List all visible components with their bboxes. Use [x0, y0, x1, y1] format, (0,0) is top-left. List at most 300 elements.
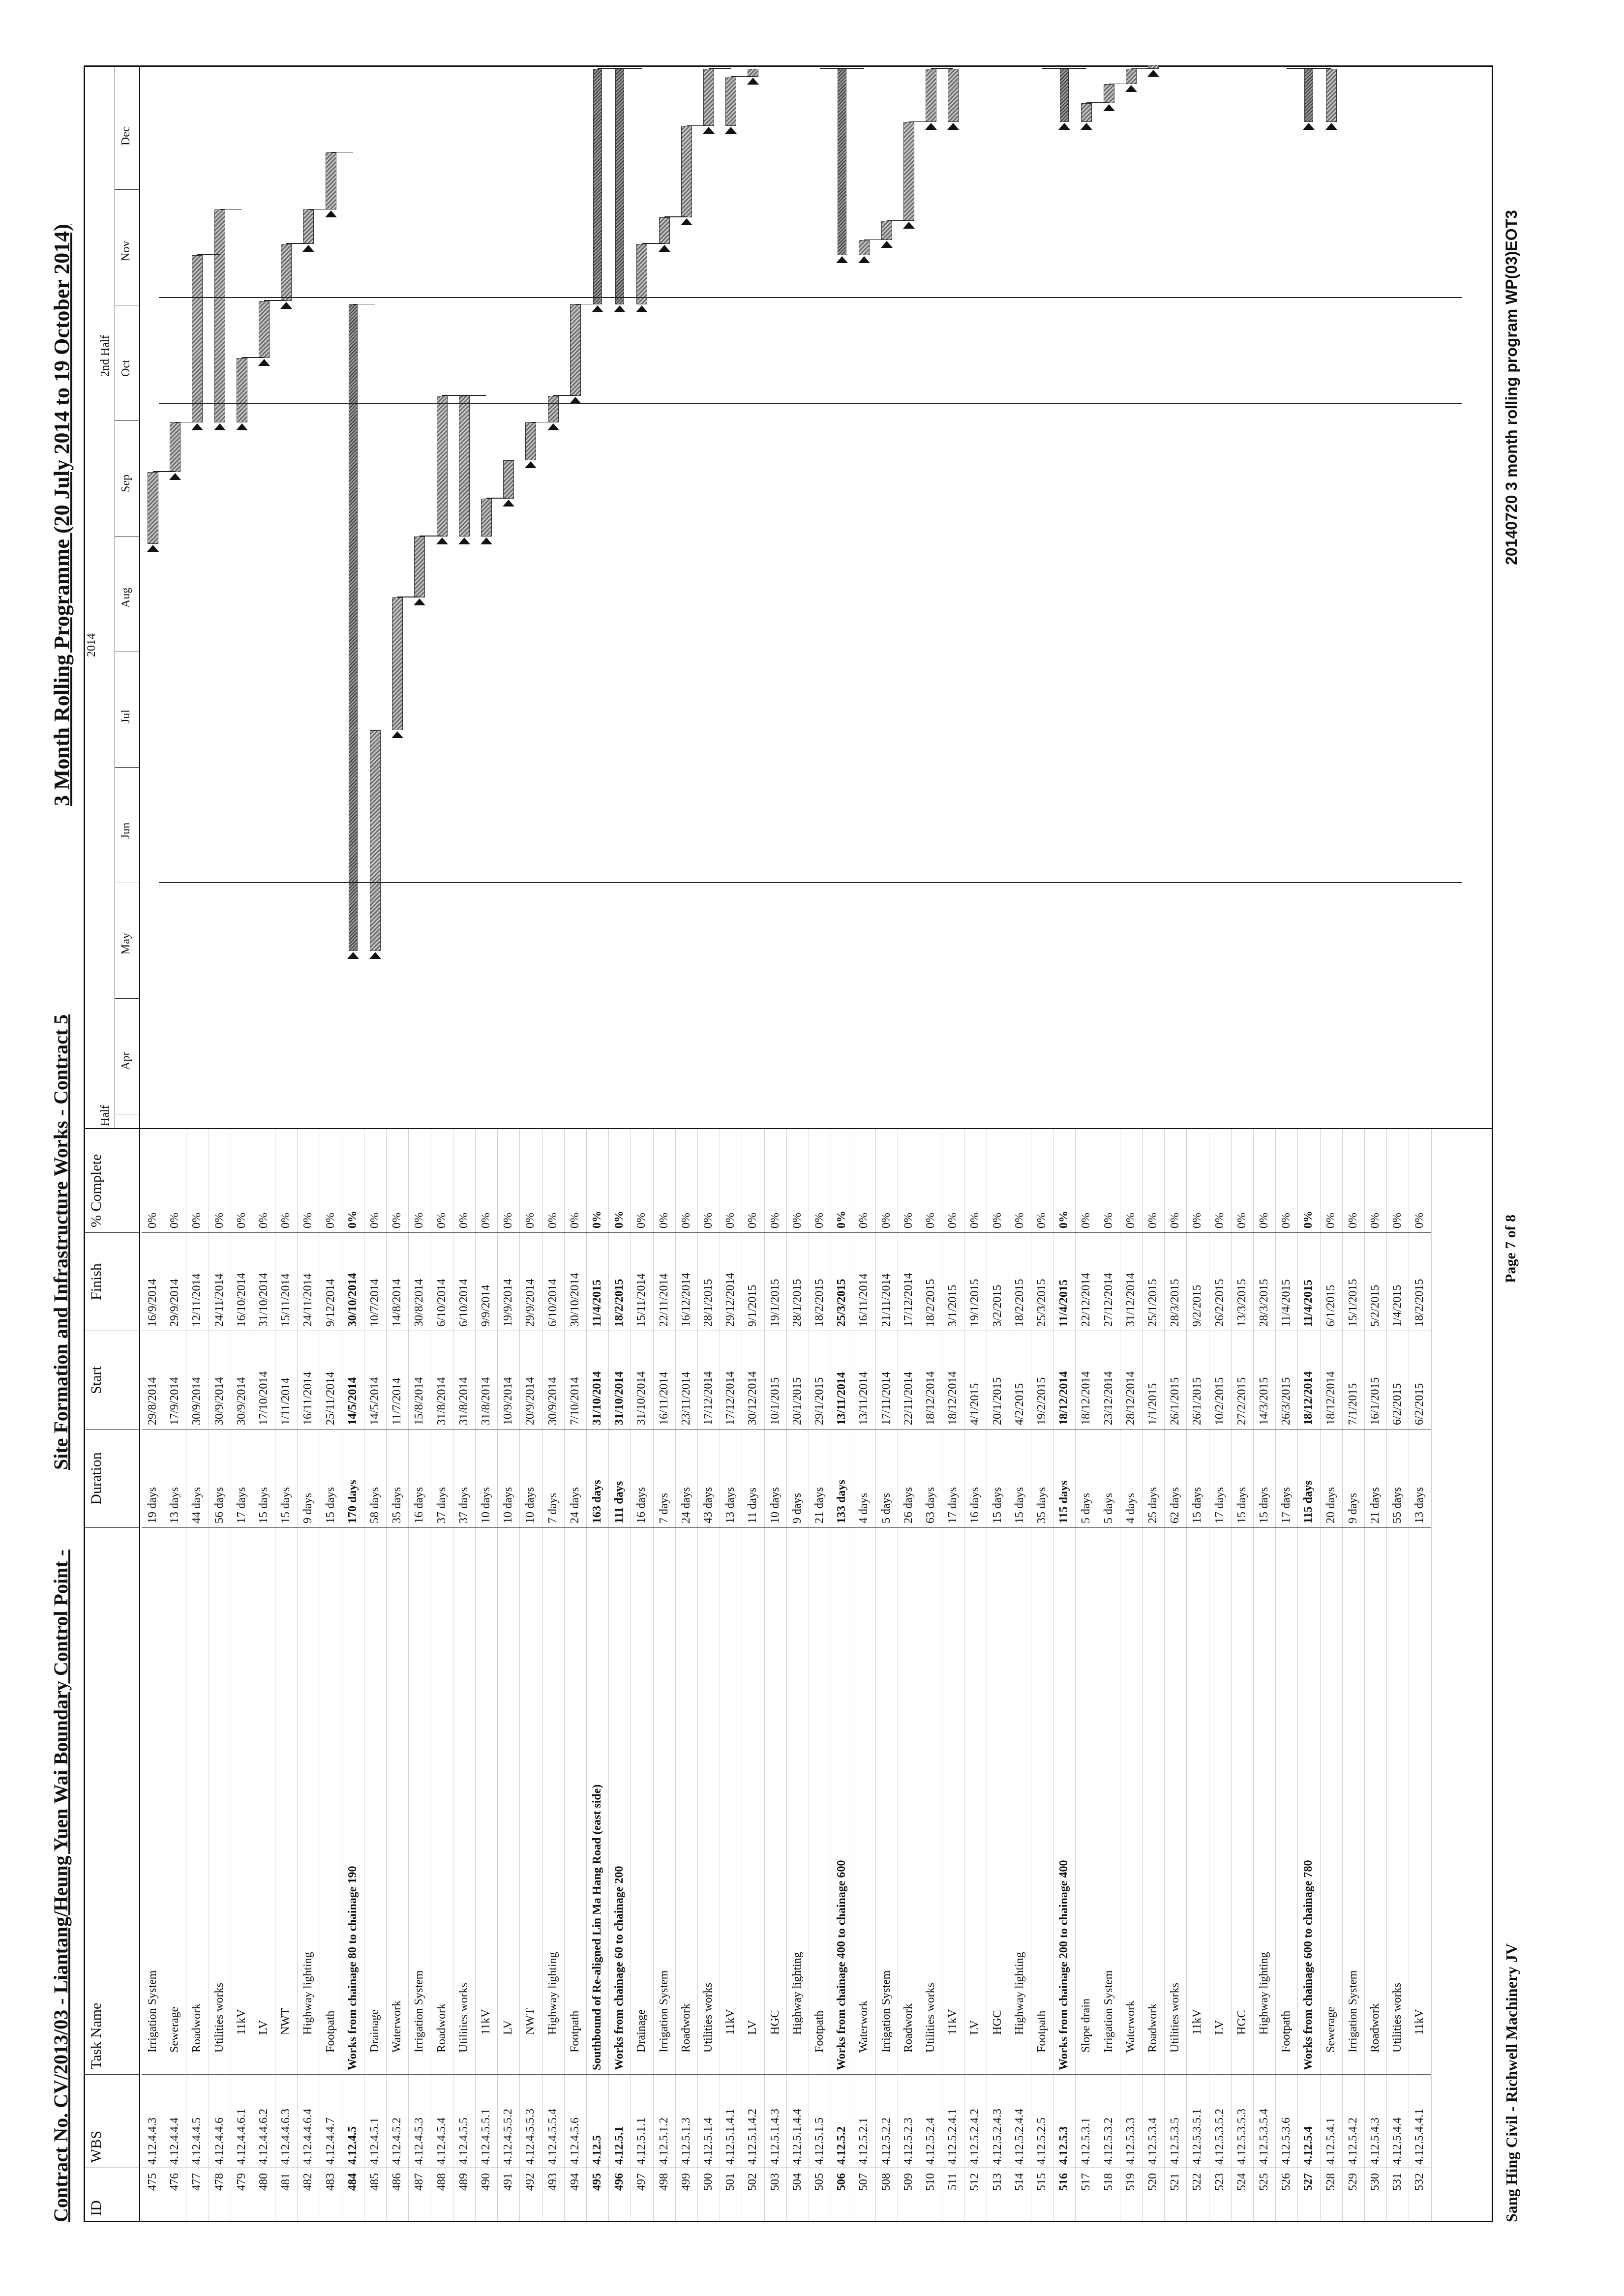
timescale-tick — [115, 767, 139, 768]
dependency-link — [486, 498, 509, 499]
task-name: Highway lighting — [1009, 1527, 1031, 2074]
task-id: 497 — [631, 2168, 653, 2221]
task-percent-complete: 0% — [1302, 1211, 1315, 1228]
task-name: Roadwork — [898, 1527, 920, 2074]
timescale-month: Dec — [120, 126, 132, 146]
task-wbs: 4.12.5.1 — [608, 2074, 631, 2168]
task-id: 488 — [431, 2168, 453, 2221]
task-bar — [659, 217, 670, 244]
task-wbs: 4.12.5.1.5 — [809, 2074, 831, 2168]
table-row — [1142, 1129, 1165, 2221]
task-name: Highway lighting — [1253, 1527, 1275, 2074]
table-row — [431, 1129, 453, 2221]
task-start: 4/2/2015 — [1009, 1331, 1031, 1429]
task-start: 11/7/2014 — [386, 1331, 408, 1429]
task-start: 30/9/2014 — [231, 1331, 253, 1429]
task-wbs: 4.12.5.3 — [1053, 2074, 1075, 2168]
task-name: Roadwork — [675, 1527, 697, 2074]
task-percent-complete: 0% — [1235, 1213, 1248, 1228]
task-percent-complete: 0% — [1391, 1213, 1404, 1228]
task-wbs: 4.12.5.2.3 — [898, 2074, 920, 2168]
task-finish: 30/10/2014 — [564, 1232, 586, 1331]
footer-file-reference: 20140720 3 month rolling program WP(03)EOT3 — [1503, 210, 1520, 565]
task-finish: 25/1/2015 — [1142, 1232, 1164, 1331]
dependency-link — [1086, 102, 1109, 103]
dependency-link — [175, 422, 197, 423]
task-wbs: 4.12.5.4.4 — [1386, 2074, 1409, 2168]
task-duration: 24 days — [564, 1429, 586, 1527]
task-duration: 58 days — [364, 1429, 386, 1527]
task-duration: 19 days — [142, 1429, 164, 1527]
table-row — [320, 1129, 342, 2221]
table-row — [987, 1129, 1009, 2221]
task-duration: 56 days — [209, 1429, 231, 1527]
task-finish: 22/12/2014 — [1075, 1232, 1097, 1331]
task-bar — [237, 358, 247, 422]
task-finish: 29/12/2014 — [720, 1232, 742, 1331]
table-row — [786, 1129, 809, 2221]
task-finish: 25/3/2015 — [831, 1232, 853, 1331]
dependency-link — [575, 304, 598, 305]
timescale-year: 2014 — [85, 633, 98, 657]
task-name: Irrigation System — [653, 1527, 675, 2074]
task-duration: 15 days — [1253, 1429, 1275, 1527]
start-marker-icon — [481, 537, 492, 544]
task-duration: 17 days — [1275, 1429, 1297, 1527]
task-id: 509 — [898, 2168, 920, 2221]
timescale-half-left: Half — [99, 1105, 112, 1126]
table-row — [809, 1129, 831, 2221]
task-finish: 22/11/2014 — [653, 1232, 675, 1331]
task-percent-complete: 0% — [790, 1213, 804, 1228]
start-marker-icon — [1103, 104, 1115, 111]
task-wbs: 4.12.5.2.1 — [853, 2074, 875, 2168]
task-wbs: 4.12.5.2.4.2 — [964, 2074, 986, 2168]
task-id: 482 — [297, 2168, 319, 2221]
task-percent-complete: 0% — [346, 1211, 359, 1228]
task-duration: 10 days — [497, 1429, 519, 1527]
task-id: 511 — [942, 2168, 964, 2221]
task-bar — [1081, 103, 1092, 122]
task-duration: 170 days — [342, 1429, 364, 1527]
start-marker-icon — [302, 245, 314, 252]
task-id: 479 — [231, 2168, 253, 2221]
task-name: Utilities works — [453, 1527, 475, 2074]
task-name: Sewerage — [1320, 1527, 1342, 2074]
dependency-link — [1109, 84, 1131, 85]
task-start: 1/1/2015 — [1142, 1331, 1164, 1429]
task-duration: 15 days — [1186, 1429, 1208, 1527]
task-percent-complete: 0% — [724, 1213, 737, 1228]
table-row — [1120, 1129, 1143, 2221]
start-marker-icon — [1303, 123, 1315, 130]
task-start: 27/2/2015 — [1231, 1331, 1253, 1429]
dependency-link — [308, 209, 331, 210]
task-wbs: 4.12.5.3.2 — [1098, 2074, 1120, 2168]
task-percent-complete: 0% — [1102, 1213, 1115, 1228]
task-id: 505 — [809, 2168, 831, 2221]
task-duration: 15 days — [320, 1429, 342, 1527]
task-finish: 5/2/2015 — [1364, 1232, 1386, 1331]
start-marker-icon — [547, 423, 559, 430]
programme-frame — [84, 65, 1493, 2222]
task-finish: 9/1/2015 — [742, 1232, 764, 1331]
task-duration: 15 days — [1231, 1429, 1253, 1527]
table-row — [408, 1129, 431, 2221]
table-row — [475, 1129, 498, 2221]
task-id: 483 — [320, 2168, 342, 2221]
task-id: 520 — [1142, 2168, 1164, 2221]
task-duration: 10 days — [475, 1429, 497, 1527]
task-percent-complete: 0% — [457, 1213, 470, 1228]
task-start: 23/12/2014 — [1098, 1331, 1120, 1429]
task-name: Slope drain — [1075, 1527, 1097, 2074]
task-finish: 18/2/2015 — [608, 1232, 631, 1331]
summary-bar — [349, 304, 358, 951]
task-wbs: 4.12.4.5.5.4 — [542, 2074, 564, 2168]
task-name: Irrigation System — [142, 1527, 164, 2074]
task-start: 17/11/2014 — [875, 1331, 898, 1429]
dependency-link — [464, 395, 486, 396]
table-row — [542, 1129, 565, 2221]
timescale-half-right: 2nd Half — [99, 335, 112, 377]
table-row — [253, 1129, 275, 2221]
start-marker-icon — [903, 222, 915, 229]
task-name: Irrigation System — [875, 1527, 898, 2074]
task-finish: 15/11/2014 — [631, 1232, 653, 1331]
task-id: 498 — [653, 2168, 675, 2221]
task-wbs: 4.12.4.4.5 — [186, 2074, 208, 2168]
task-bar — [303, 209, 314, 244]
task-bar — [459, 396, 470, 537]
task-id: 531 — [1386, 2168, 1409, 2221]
task-wbs: 4.12.4.4.6.4 — [297, 2074, 319, 2168]
footer-contractor: Sang Hing Civil - Richwell Machinery JV — [1503, 1943, 1520, 2222]
task-id: 501 — [720, 2168, 742, 2221]
timescale-tick — [115, 189, 139, 190]
task-percent-complete: 0% — [968, 1213, 982, 1228]
task-id: 502 — [742, 2168, 764, 2221]
task-wbs: 4.12.4.5.1 — [364, 2074, 386, 2168]
task-id: 491 — [497, 2168, 519, 2221]
task-duration: 20 days — [1320, 1429, 1342, 1527]
task-percent-complete: 0% — [1057, 1211, 1071, 1228]
task-start: 16/11/2014 — [297, 1331, 319, 1429]
start-marker-icon — [725, 127, 737, 134]
task-bar — [326, 152, 336, 209]
task-finish: 30/8/2014 — [408, 1232, 430, 1331]
task-id: 493 — [542, 2168, 564, 2221]
task-percent-complete: 0% — [502, 1213, 515, 1228]
start-marker-icon — [236, 423, 248, 430]
start-marker-icon — [947, 123, 959, 130]
task-id: 516 — [1053, 2168, 1075, 2221]
task-percent-complete: 0% — [168, 1213, 181, 1228]
task-id: 487 — [408, 2168, 430, 2221]
table-row — [386, 1129, 409, 2221]
task-duration: 35 days — [386, 1429, 408, 1527]
start-marker-icon — [636, 305, 648, 312]
task-finish: 28/1/2015 — [786, 1232, 809, 1331]
task-start: 15/8/2014 — [408, 1331, 430, 1429]
task-finish: 11/4/2015 — [1297, 1232, 1320, 1331]
task-percent-complete: 0% — [657, 1213, 670, 1228]
task-id: 499 — [675, 2168, 697, 2221]
task-duration: 55 days — [1386, 1429, 1409, 1527]
start-marker-icon — [1325, 123, 1337, 130]
task-wbs: 4.12.4.4.6.2 — [253, 2074, 275, 2168]
task-wbs: 4.12.4.5.6 — [564, 2074, 586, 2168]
task-bar — [281, 244, 292, 301]
task-name: Waterwork — [1120, 1527, 1142, 2074]
task-name: Sewerage — [164, 1527, 186, 2074]
dependency-link — [731, 76, 753, 77]
task-finish: 11/4/2015 — [1053, 1232, 1075, 1331]
task-finish: 11/4/2015 — [1275, 1232, 1297, 1331]
task-finish: 6/10/2014 — [431, 1232, 453, 1331]
task-finish: 18/2/2015 — [920, 1232, 942, 1331]
table-row — [497, 1129, 520, 2221]
task-id: 475 — [142, 2168, 164, 2221]
task-duration: 35 days — [1031, 1429, 1053, 1527]
table-row — [697, 1129, 720, 2221]
table-row — [1209, 1129, 1232, 2221]
task-start: 18/12/2014 — [1320, 1331, 1342, 1429]
task-id: 514 — [1009, 2168, 1031, 2221]
task-finish: 3/2/2015 — [987, 1232, 1009, 1331]
dependency-link — [442, 395, 464, 396]
task-id: 521 — [1164, 2168, 1186, 2221]
task-bar — [259, 301, 270, 358]
task-start: 26/1/2015 — [1186, 1331, 1208, 1429]
task-finish: 29/9/2014 — [519, 1232, 541, 1331]
timescale-month: Aug — [120, 587, 132, 608]
task-name: Works from chainage 80 to chainage 190 — [342, 1527, 364, 2074]
task-duration: 7 days — [653, 1429, 675, 1527]
task-wbs: 4.12.5.1.4.2 — [742, 2074, 764, 2168]
start-marker-icon — [458, 537, 470, 544]
task-start: 30/9/2014 — [209, 1331, 231, 1429]
task-id: 476 — [164, 2168, 186, 2221]
task-wbs: 4.12.4.4.6 — [209, 2074, 231, 2168]
task-finish: 9/12/2014 — [320, 1232, 342, 1331]
task-start: 6/2/2015 — [1409, 1331, 1431, 1429]
task-name: 11kV — [720, 1527, 742, 2074]
timescale-month: Jul — [120, 709, 132, 723]
task-finish: 14/8/2014 — [386, 1232, 408, 1331]
start-marker-icon — [191, 423, 203, 430]
progress-guide-line — [159, 883, 1462, 884]
task-start: 31/8/2014 — [475, 1331, 497, 1429]
task-percent-complete: 0% — [679, 1213, 692, 1228]
start-marker-icon — [659, 245, 670, 252]
task-name: Highway lighting — [786, 1527, 809, 2074]
task-bar — [1326, 69, 1337, 122]
task-duration: 24 days — [675, 1429, 697, 1527]
task-percent-complete: 0% — [902, 1213, 915, 1228]
table-row — [231, 1129, 253, 2221]
gantt-chart — [85, 67, 1492, 1129]
table-row — [831, 1129, 853, 2221]
task-percent-complete: 0% — [1258, 1213, 1270, 1228]
task-finish: 15/1/2015 — [1342, 1232, 1364, 1331]
dependency-link — [909, 121, 931, 122]
task-name: NWT — [275, 1527, 297, 2074]
task-percent-complete: 0% — [1013, 1213, 1026, 1228]
task-finish: 25/3/2015 — [1031, 1232, 1053, 1331]
dependency-link — [420, 536, 442, 537]
task-percent-complete: 0% — [435, 1213, 448, 1228]
task-wbs: 4.12.5.4.3 — [1364, 2074, 1386, 2168]
task-start: 30/9/2014 — [186, 1331, 208, 1429]
task-wbs: 4.12.5.1.4 — [697, 2074, 720, 2168]
summary-bar — [1304, 69, 1313, 122]
task-bar — [548, 396, 559, 422]
task-percent-complete: 0% — [257, 1213, 270, 1228]
task-name: HGC — [764, 1527, 786, 2074]
start-marker-icon — [858, 256, 870, 263]
task-id: 480 — [253, 2168, 275, 2221]
task-percent-complete: 0% — [991, 1213, 1004, 1228]
start-marker-icon — [258, 359, 270, 366]
task-id: 494 — [564, 2168, 586, 2221]
task-bar — [570, 304, 581, 396]
task-start: 30/12/2014 — [742, 1331, 764, 1429]
task-finish: 29/9/2014 — [164, 1232, 186, 1331]
task-finish: 31/10/2014 — [253, 1232, 275, 1331]
timescale-tick — [115, 536, 139, 537]
task-start: 20/1/2015 — [987, 1331, 1009, 1429]
task-id: 506 — [831, 2168, 853, 2221]
table-row — [1297, 1129, 1320, 2221]
task-percent-complete: 0% — [924, 1213, 937, 1228]
table-row — [1231, 1129, 1254, 2221]
dependency-link — [642, 243, 664, 244]
timescale-rule — [139, 67, 140, 1129]
task-start: 18/12/2014 — [942, 1331, 964, 1429]
task-start: 26/3/2015 — [1275, 1331, 1297, 1429]
timescale-month: Oct — [120, 359, 132, 377]
task-id: 530 — [1364, 2168, 1386, 2221]
task-duration: 37 days — [453, 1429, 475, 1527]
task-name: Footpath — [564, 1527, 586, 2074]
task-name: Waterwork — [853, 1527, 875, 2074]
task-wbs: 4.12.5.2.5 — [1031, 2074, 1053, 2168]
task-duration: 16 days — [408, 1429, 430, 1527]
task-bar — [214, 209, 225, 422]
task-start: 18/12/2014 — [920, 1331, 942, 1429]
dependency-link — [664, 216, 687, 217]
task-duration: 5 days — [875, 1429, 898, 1527]
task-finish: 19/1/2015 — [764, 1232, 786, 1331]
table-row — [164, 1129, 186, 2221]
task-finish: 19/1/2015 — [964, 1232, 986, 1331]
table-row — [1275, 1129, 1298, 2221]
task-bar — [681, 126, 692, 217]
start-marker-icon — [925, 123, 937, 130]
dependency-link — [242, 357, 264, 358]
task-start: 18/12/2014 — [1075, 1331, 1097, 1429]
task-duration: 115 days — [1053, 1429, 1075, 1527]
task-start: 17/9/2014 — [164, 1331, 186, 1429]
task-finish: 15/11/2014 — [275, 1232, 297, 1331]
start-marker-icon — [280, 302, 292, 309]
start-marker-icon — [347, 952, 359, 959]
task-duration: 17 days — [942, 1429, 964, 1527]
start-marker-icon — [592, 305, 603, 312]
task-wbs: 4.12.5.2.4 — [920, 2074, 942, 2168]
task-table — [85, 1128, 1492, 2221]
task-finish: 28/1/2015 — [697, 1232, 720, 1331]
task-start: 13/11/2014 — [853, 1331, 875, 1429]
task-id: 492 — [519, 2168, 541, 2221]
task-wbs: 4.12.4.5.4 — [431, 2074, 453, 2168]
table-row — [142, 1129, 164, 2221]
table-row — [1342, 1129, 1365, 2221]
dependency-link — [286, 243, 308, 244]
task-id: 481 — [275, 2168, 297, 2221]
task-name: Utilities works — [1164, 1527, 1186, 2074]
task-id: 485 — [364, 2168, 386, 2221]
task-percent-complete: 0% — [1191, 1213, 1204, 1228]
task-percent-complete: 0% — [635, 1213, 648, 1228]
table-row — [519, 1129, 542, 2221]
task-wbs: 4.12.5.2.4.1 — [942, 2074, 964, 2168]
table-row — [764, 1129, 787, 2221]
task-id: 496 — [608, 2168, 631, 2221]
task-bar — [525, 422, 536, 460]
task-bar — [1104, 84, 1114, 103]
task-name: LV — [1209, 1527, 1231, 2074]
task-start: 31/8/2014 — [431, 1331, 453, 1429]
table-row — [675, 1129, 698, 2221]
task-start: 14/5/2014 — [342, 1331, 364, 1429]
task-wbs: 4.12.5.3.5.4 — [1253, 2074, 1275, 2168]
contract-title: Contract No. CV/2013/03 - Liantang/Heung Yuen Wai Boundary Control Point - — [50, 1550, 72, 2222]
task-bar — [903, 122, 914, 221]
task-name: Utilities works — [920, 1527, 942, 2074]
task-percent-complete: 0% — [1369, 1213, 1382, 1228]
col-wbs-header: WBS — [85, 2074, 139, 2168]
task-finish: 24/11/2014 — [209, 1232, 231, 1331]
dependency-link — [531, 422, 553, 423]
task-duration: 10 days — [764, 1429, 786, 1527]
table-row — [1320, 1129, 1343, 2221]
task-wbs: 4.12.5 — [586, 2074, 608, 2168]
table-row — [853, 1129, 875, 2221]
col-finish-header: Finish — [85, 1232, 139, 1331]
dependency-link — [375, 730, 397, 731]
task-duration: 21 days — [809, 1429, 831, 1527]
start-marker-icon — [436, 537, 448, 544]
works-title: Site Formation and Infrastructure Works - Contract 5 — [50, 1014, 72, 1470]
table-row — [364, 1129, 387, 2221]
task-id: 510 — [920, 2168, 942, 2221]
task-start: 13/11/2014 — [831, 1331, 853, 1429]
task-start: 17/12/2014 — [697, 1331, 720, 1429]
task-wbs: 4.12.4.5.3 — [408, 2074, 430, 2168]
task-finish: 6/10/2014 — [542, 1232, 564, 1331]
task-id: 508 — [875, 2168, 898, 2221]
task-start: 29/1/2015 — [809, 1331, 831, 1429]
task-name: 11kV — [1186, 1527, 1208, 2074]
task-finish: 13/3/2015 — [1231, 1232, 1253, 1331]
task-bar — [392, 597, 403, 731]
dependency-link — [709, 68, 731, 69]
task-name: Works from chainage 200 to chainage 400 — [1053, 1527, 1075, 2074]
task-wbs: 4.12.5.4.1 — [1320, 2074, 1342, 2168]
dependency-link — [1309, 68, 1331, 69]
